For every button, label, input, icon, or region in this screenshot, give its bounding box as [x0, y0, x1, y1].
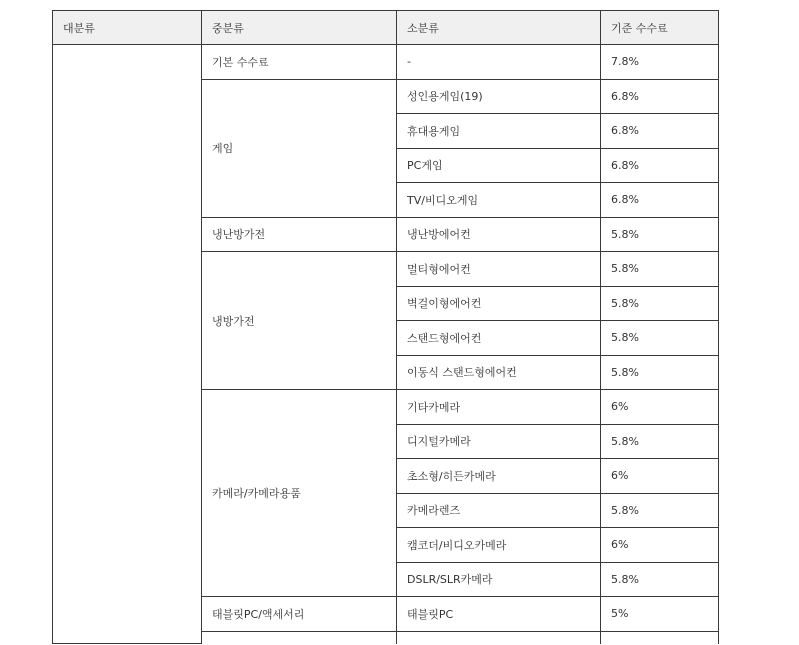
header-mid-category: 중분류 [202, 11, 397, 45]
sub-category-cell: 냉난방에어컨 [397, 217, 601, 252]
base-fee-cell: 5.8% [601, 321, 719, 356]
sub-category-cell: 벽걸이형에어컨 [397, 286, 601, 321]
empty-cell [202, 631, 397, 644]
mid-category-cell: 냉난방가전 [202, 217, 397, 252]
mid-category-cell: 기본 수수료 [202, 45, 397, 80]
header-sub-category: 소분류 [397, 11, 601, 45]
empty-cell [397, 631, 601, 644]
sub-category-cell: 초소형/히든카메라 [397, 459, 601, 494]
mid-category-cell: 카메라/카메라용품 [202, 390, 397, 597]
base-fee-cell: 6.8% [601, 79, 719, 114]
mid-category-cell: 게임 [202, 79, 397, 217]
base-fee-cell: 5.8% [601, 286, 719, 321]
sub-category-cell: - [397, 45, 601, 80]
sub-category-cell: 스탠드형에어컨 [397, 321, 601, 356]
base-fee-cell: 5.8% [601, 217, 719, 252]
base-fee-cell: 6% [601, 528, 719, 563]
base-fee-cell: 5.8% [601, 252, 719, 287]
header-base-fee: 기준 수수료 [601, 11, 719, 45]
base-fee-cell: 5.8% [601, 562, 719, 597]
base-fee-cell: 5.8% [601, 355, 719, 390]
major-category-cell [53, 45, 202, 644]
header-major-category: 대분류 [53, 11, 202, 45]
table-row [53, 45, 719, 80]
fee-table [52, 10, 719, 644]
sub-category-cell: 캠코더/비디오카메라 [397, 528, 601, 563]
table-header-row [53, 11, 719, 45]
sub-category-cell: 태블릿PC [397, 597, 601, 632]
base-fee-cell: 5.8% [601, 493, 719, 528]
base-fee-cell: 7.8% [601, 45, 719, 80]
base-fee-cell: 5% [601, 597, 719, 632]
fee-table-container [52, 10, 719, 644]
mid-category-cell: 태블릿PC/액세서리 [202, 597, 397, 632]
sub-category-cell: 카메라렌즈 [397, 493, 601, 528]
empty-cell [601, 631, 719, 644]
table-body [53, 45, 719, 644]
sub-category-cell: TV/비디오게임 [397, 183, 601, 218]
base-fee-cell: 6.8% [601, 183, 719, 218]
base-fee-cell: 6% [601, 390, 719, 425]
base-fee-cell: 6.8% [601, 114, 719, 149]
sub-category-cell: 기타카메라 [397, 390, 601, 425]
sub-category-cell: 성인용게임(19) [397, 79, 601, 114]
mid-category-cell: 냉방가전 [202, 252, 397, 390]
sub-category-cell: 디지털카메라 [397, 424, 601, 459]
sub-category-cell: 멀티형에어컨 [397, 252, 601, 287]
base-fee-cell: 5.8% [601, 424, 719, 459]
sub-category-cell: 휴대용게임 [397, 114, 601, 149]
sub-category-cell: PC게임 [397, 148, 601, 183]
sub-category-cell: 이동식 스탠드형에어컨 [397, 355, 601, 390]
base-fee-cell: 6.8% [601, 148, 719, 183]
base-fee-cell: 6% [601, 459, 719, 494]
sub-category-cell: DSLR/SLR카메라 [397, 562, 601, 597]
